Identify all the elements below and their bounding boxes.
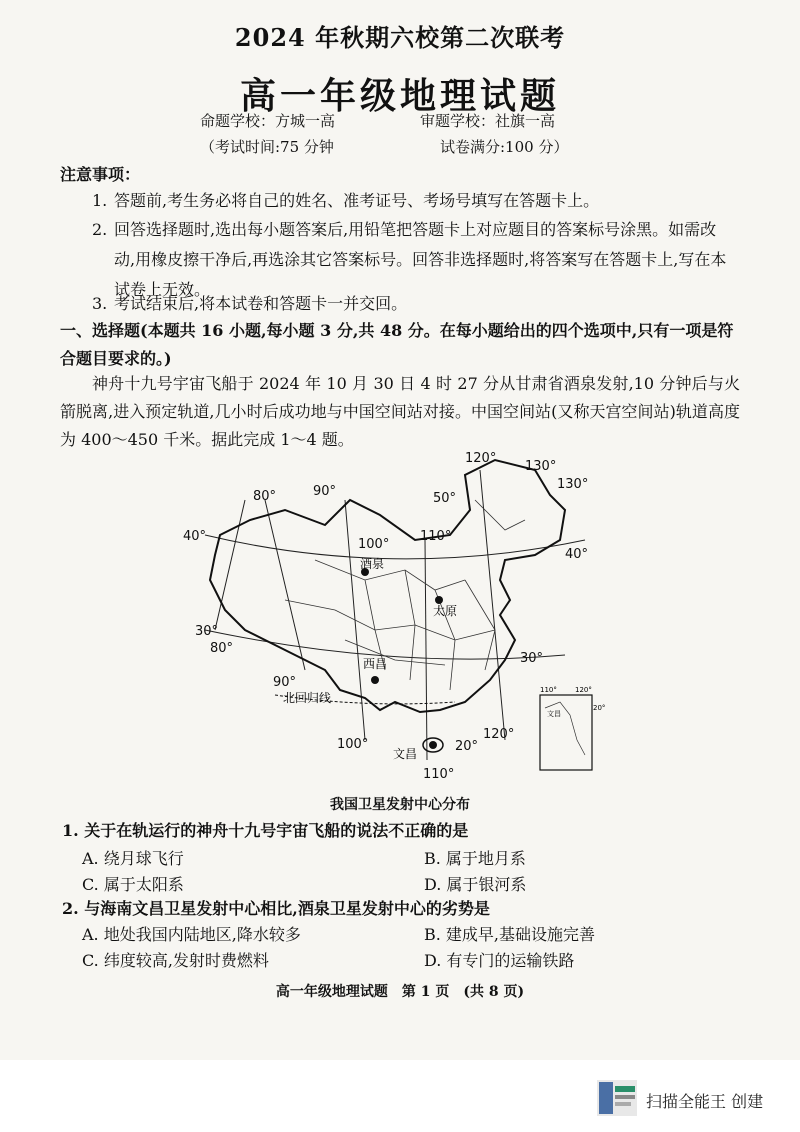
map-graticule (205, 470, 585, 760)
answer-option: D. 属于银河系 (424, 875, 527, 894)
degree-label: 130° (557, 477, 589, 492)
exam-time: （考试时间:75 分钟 (200, 138, 334, 156)
degree-label: 80° (210, 641, 234, 656)
meridian-110 (425, 540, 427, 760)
tropic-label: 北回归线 (283, 691, 332, 705)
exam-score: 试卷满分:100 分） (440, 138, 569, 156)
meridian-120 (480, 470, 505, 740)
exam-name: 2024 年秋期六校第二次联考 (234, 23, 566, 52)
notice-text: 答题前,考生务必将自己的姓名、准考证号、考场号填写在答题卡上。 (114, 191, 600, 210)
proposer-school: 命题学校：方城一高 (200, 112, 336, 130)
notice-number: 2. (92, 220, 108, 239)
notice-text: 考试结束后,将本试卷和答题卡一并交回。 (114, 294, 408, 313)
notice-item (92, 186, 732, 216)
inset-lon-label: 120° (575, 686, 592, 694)
taiyuan-site-marker (435, 596, 443, 604)
scanner-watermark-text: 扫描全能王 创建 (646, 1092, 764, 1111)
degree-label: 120° (465, 451, 497, 466)
degree-label: 110° (423, 767, 455, 782)
degree-label: 80° (253, 489, 277, 504)
notice-number: 1. (92, 191, 108, 210)
answer-option: D. 有专门的运输铁路 (424, 951, 575, 970)
degree-label: 90° (273, 675, 297, 690)
china-launch-site-map (165, 440, 625, 810)
inset-lat-label: 20° (593, 704, 606, 712)
wenchang-site-marker (429, 741, 437, 749)
degree-label: 40° (565, 547, 589, 562)
notice-number: 3. (92, 294, 108, 313)
province-borders (285, 500, 525, 690)
degree-label: 90° (313, 484, 337, 499)
degree-label: 40° (183, 529, 207, 544)
answer-option: A. 地处我国内陆地区,降水较多 (82, 925, 301, 944)
notice-text: 回答选择题时,选出每小题答案后,用铅笔把答题卡上对应题目的答案标号涂黑。如需改动,用橡皮擦干净后,再选涂其它答案标号。回答非选择题时,将答案写在答题卡上,写在本试卷上无效。 (114, 220, 727, 299)
answer-option: B. 属于地月系 (424, 849, 526, 868)
inset-site-label: 文昌 (547, 710, 561, 718)
map-figure (165, 440, 625, 810)
section-title: 一、选择题(本题共 16 小题,每小题 3 分,共 48 分。在每小题给出的四个选项中,只有一项是符合题目要求的。) (60, 321, 734, 368)
question-stem: 2. 与海南文昌卫星发射中心相比,酒泉卫星发射中心的劣势是 (62, 899, 490, 918)
reviewer-school: 审题学校：社旗一高 (420, 112, 556, 130)
map-caption: 我国卫星发射中心分布 (330, 797, 470, 813)
xichang-site-marker (371, 676, 379, 684)
notice-item (92, 289, 732, 319)
answer-option: A. 绕月球飞行 (82, 849, 184, 868)
site-label-taiyuan: 太原 (433, 604, 458, 618)
notice-title: 注意事项： (60, 165, 141, 184)
degree-label: 130° (525, 459, 557, 474)
site-label-xichang: 西昌 (363, 657, 388, 671)
answer-option: C. 属于太阳系 (82, 875, 184, 894)
reading-passage: 神舟十九号宇宙飞船于 2024 年 10 月 30 日 4 时 27 分从甘肃省酒泉发射,10 分钟后与火箭脱离,进入预定轨道,几小时后成功地与中国空间站对接。中国空间站(又称天宫空间站)轨道高度为 400～450 千米。据此完成 1～4 题。 (60, 374, 740, 449)
degree-label: 30° (195, 624, 219, 639)
degree-label: 30° (520, 651, 544, 666)
degree-label: 100° (358, 537, 390, 552)
scanner-logo-icon (597, 1080, 637, 1116)
answer-option: C. 纬度较高,发射时费燃料 (82, 951, 269, 970)
paper-title: 高一年级地理试题 (239, 75, 560, 117)
degree-label: 110° (420, 529, 452, 544)
inset-lon-label: 110° (540, 686, 557, 694)
degree-label: 100° (337, 737, 369, 752)
degree-label: 120° (483, 727, 515, 742)
answer-option: B. 建成早,基础设施完善 (424, 925, 596, 944)
question-stem: 1. 关于在轨运行的神舟十九号宇宙飞船的说法不正确的是 (62, 821, 469, 840)
site-label-wenchang: 文昌 (393, 747, 418, 761)
degree-label: 20° (455, 739, 479, 754)
south-china-sea-inset (540, 686, 605, 770)
degree-label: 50° (433, 491, 457, 506)
site-label-jiuquan: 酒泉 (360, 557, 385, 571)
page-footer: 高一年级地理试题 第 1 页 (共 8 页) (275, 984, 525, 1000)
meridian-80 (215, 500, 245, 630)
